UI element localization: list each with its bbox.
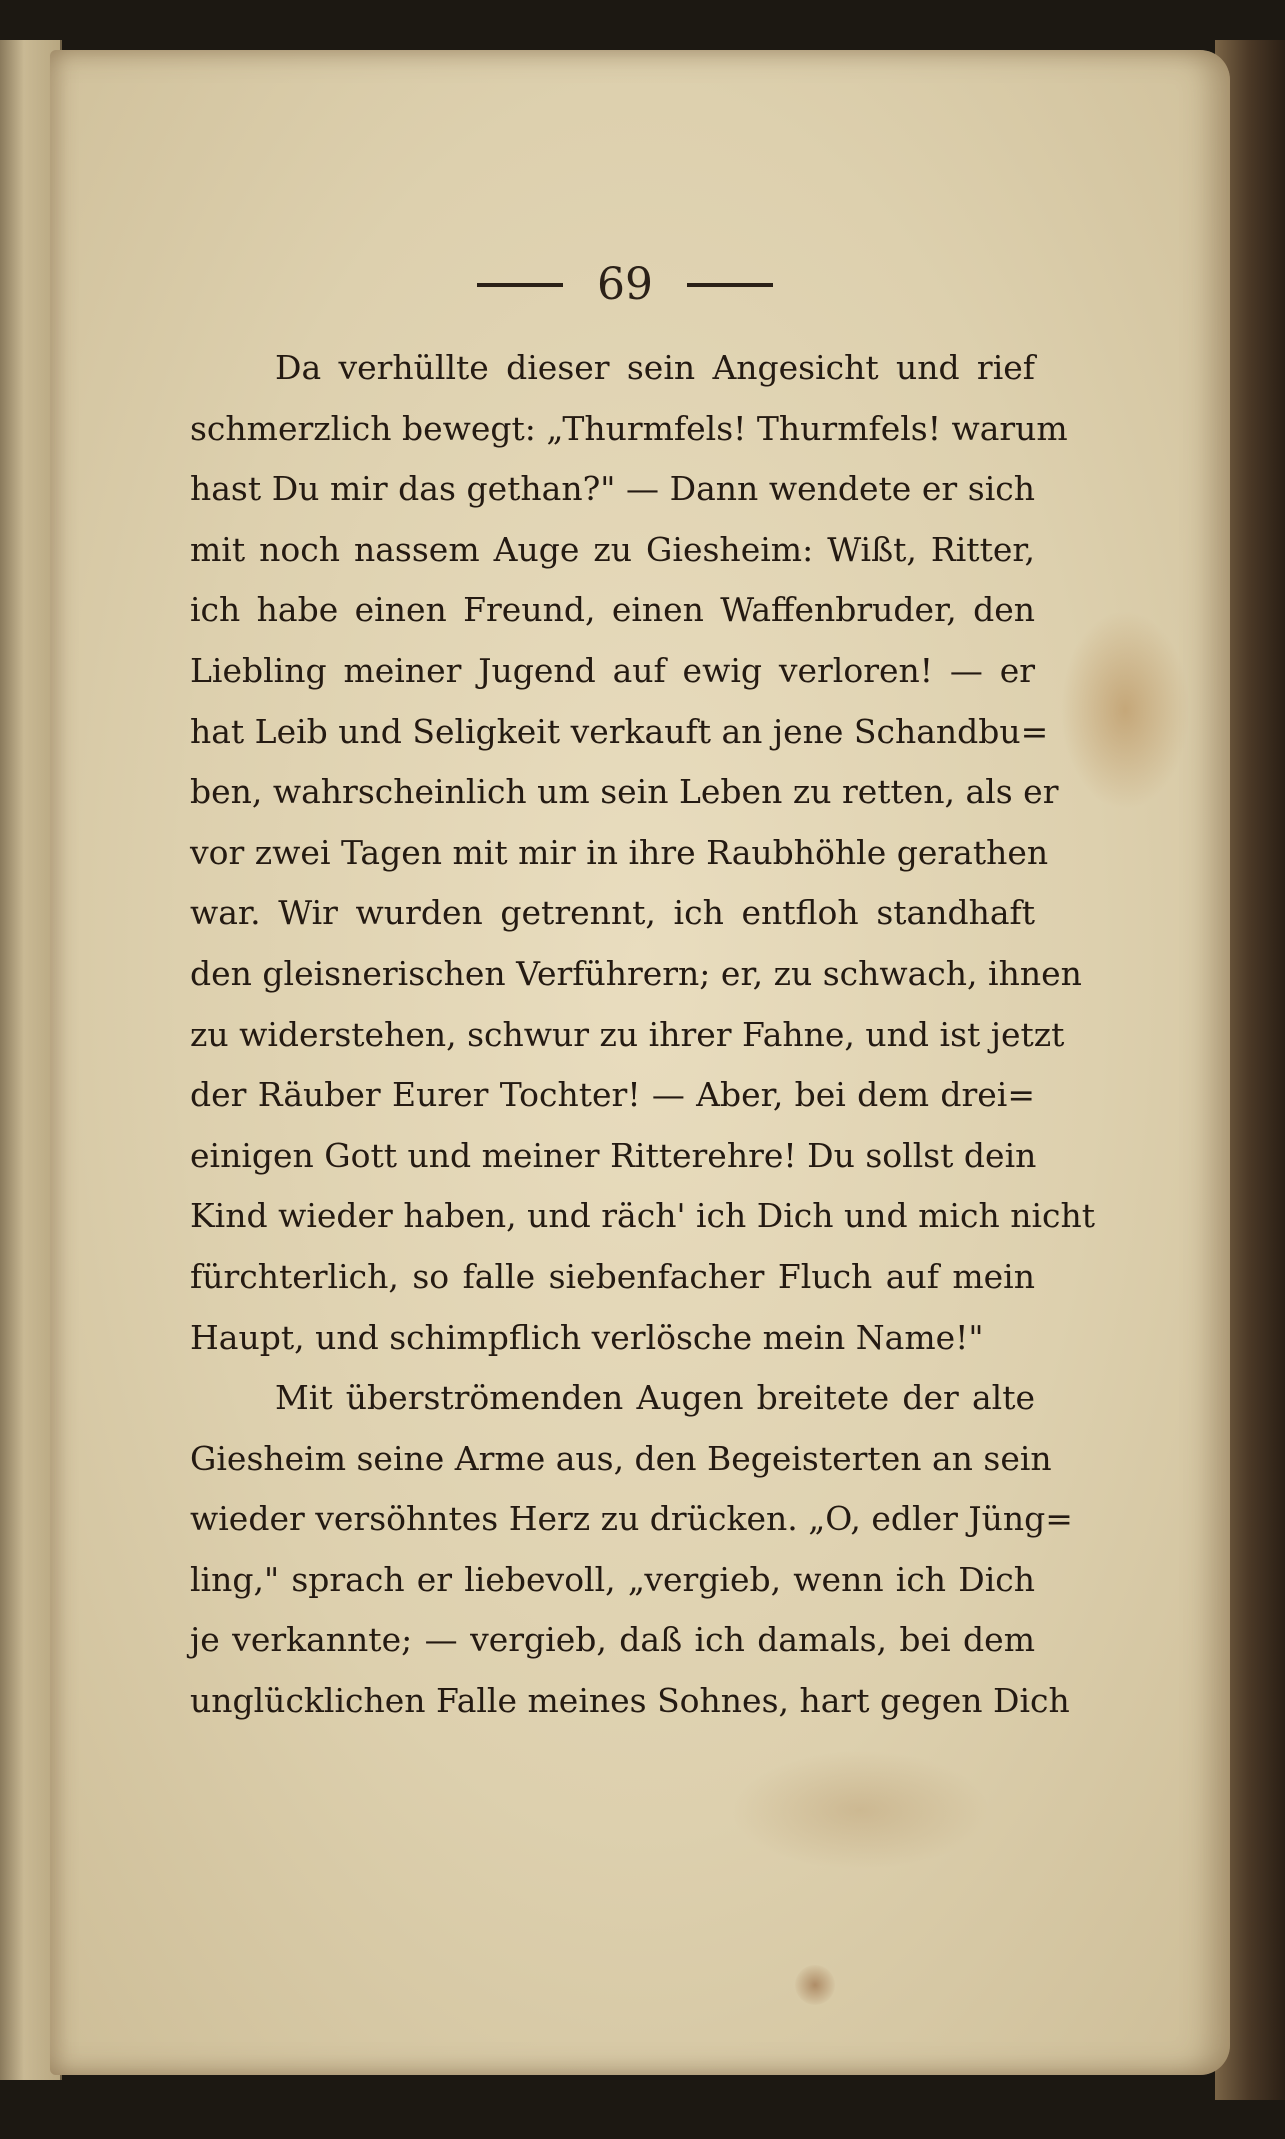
text-line: Giesheim seine Arme aus, den Begeisterten an sein — [190, 1438, 1052, 1478]
text-line: mit noch nassem Auge zu Giesheim: Wißt, Ritter, — [190, 529, 1035, 569]
text-line: je verkannte; — vergieb, daß ich damals, bei dem — [190, 1620, 1035, 1660]
page-number: 69 — [597, 259, 653, 310]
text-line: Mit überströmenden Augen breitete der alte — [275, 1378, 1035, 1418]
text-line: war. Wir wurden getrennt, ich entfloh standhaft — [190, 893, 1035, 933]
text-line: hat Leib und Seligkeit verkauft an jene Schandbu= — [190, 711, 1049, 751]
text-line: Da verhüllte dieser sein Angesicht und rief — [275, 348, 1035, 387]
text-line: zu widerstehen, schwur zu ihrer Fahne, und ist jetzt — [190, 1014, 1065, 1054]
text-line: Kind wieder haben, und räch' ich Dich und mich nicht — [190, 1196, 1096, 1236]
text-line: Haupt, und schimpflich verlösche mein Name!" — [190, 1317, 984, 1357]
text-line: fürchterlich, so falle siebenfacher Fluch auf mein — [190, 1256, 1035, 1296]
paper-stain — [1060, 610, 1190, 810]
text-line: ling," sprach er liebevoll, „vergieb, wenn ich Dich — [190, 1559, 1035, 1599]
page-header — [455, 255, 795, 315]
text-line: unglücklichen Falle meines Sohnes, hart gegen Dich — [190, 1681, 1070, 1721]
body-text — [190, 338, 1096, 1732]
text-line: vor zwei Tagen mit mir in ihre Raubhöhle gerathen — [190, 832, 1049, 872]
text-line: schmerzlich bewegt: „Thurmfels! Thurmfels! warum — [190, 408, 1068, 448]
text-line: einigen Gott und meiner Ritterehre! Du sollst dein — [190, 1135, 1037, 1175]
text-line: hast Du mir das gethan?" — Dann wendete er sich — [190, 469, 1035, 509]
text-line: ich habe einen Freund, einen Waffenbruder, den — [190, 590, 1035, 630]
paper-stain — [730, 1750, 990, 1870]
text-line: Liebling meiner Jugend auf ewig verloren! — er — [190, 650, 1035, 690]
text-line: den gleisnerischen Verführern; er, zu schwach, ihnen — [190, 953, 1082, 993]
header-dash-right — [687, 283, 773, 287]
text-line: der Räuber Eurer Tochter! — Aber, bei dem drei= — [190, 1075, 1035, 1115]
text-line: ben, wahrscheinlich um sein Leben zu retten, als er — [190, 772, 1059, 812]
text-line: wieder versöhntes Herz zu drücken. „O, edler Jüng= — [190, 1499, 1073, 1539]
paper-stain — [795, 1965, 835, 2005]
header-dash-left — [477, 283, 563, 287]
